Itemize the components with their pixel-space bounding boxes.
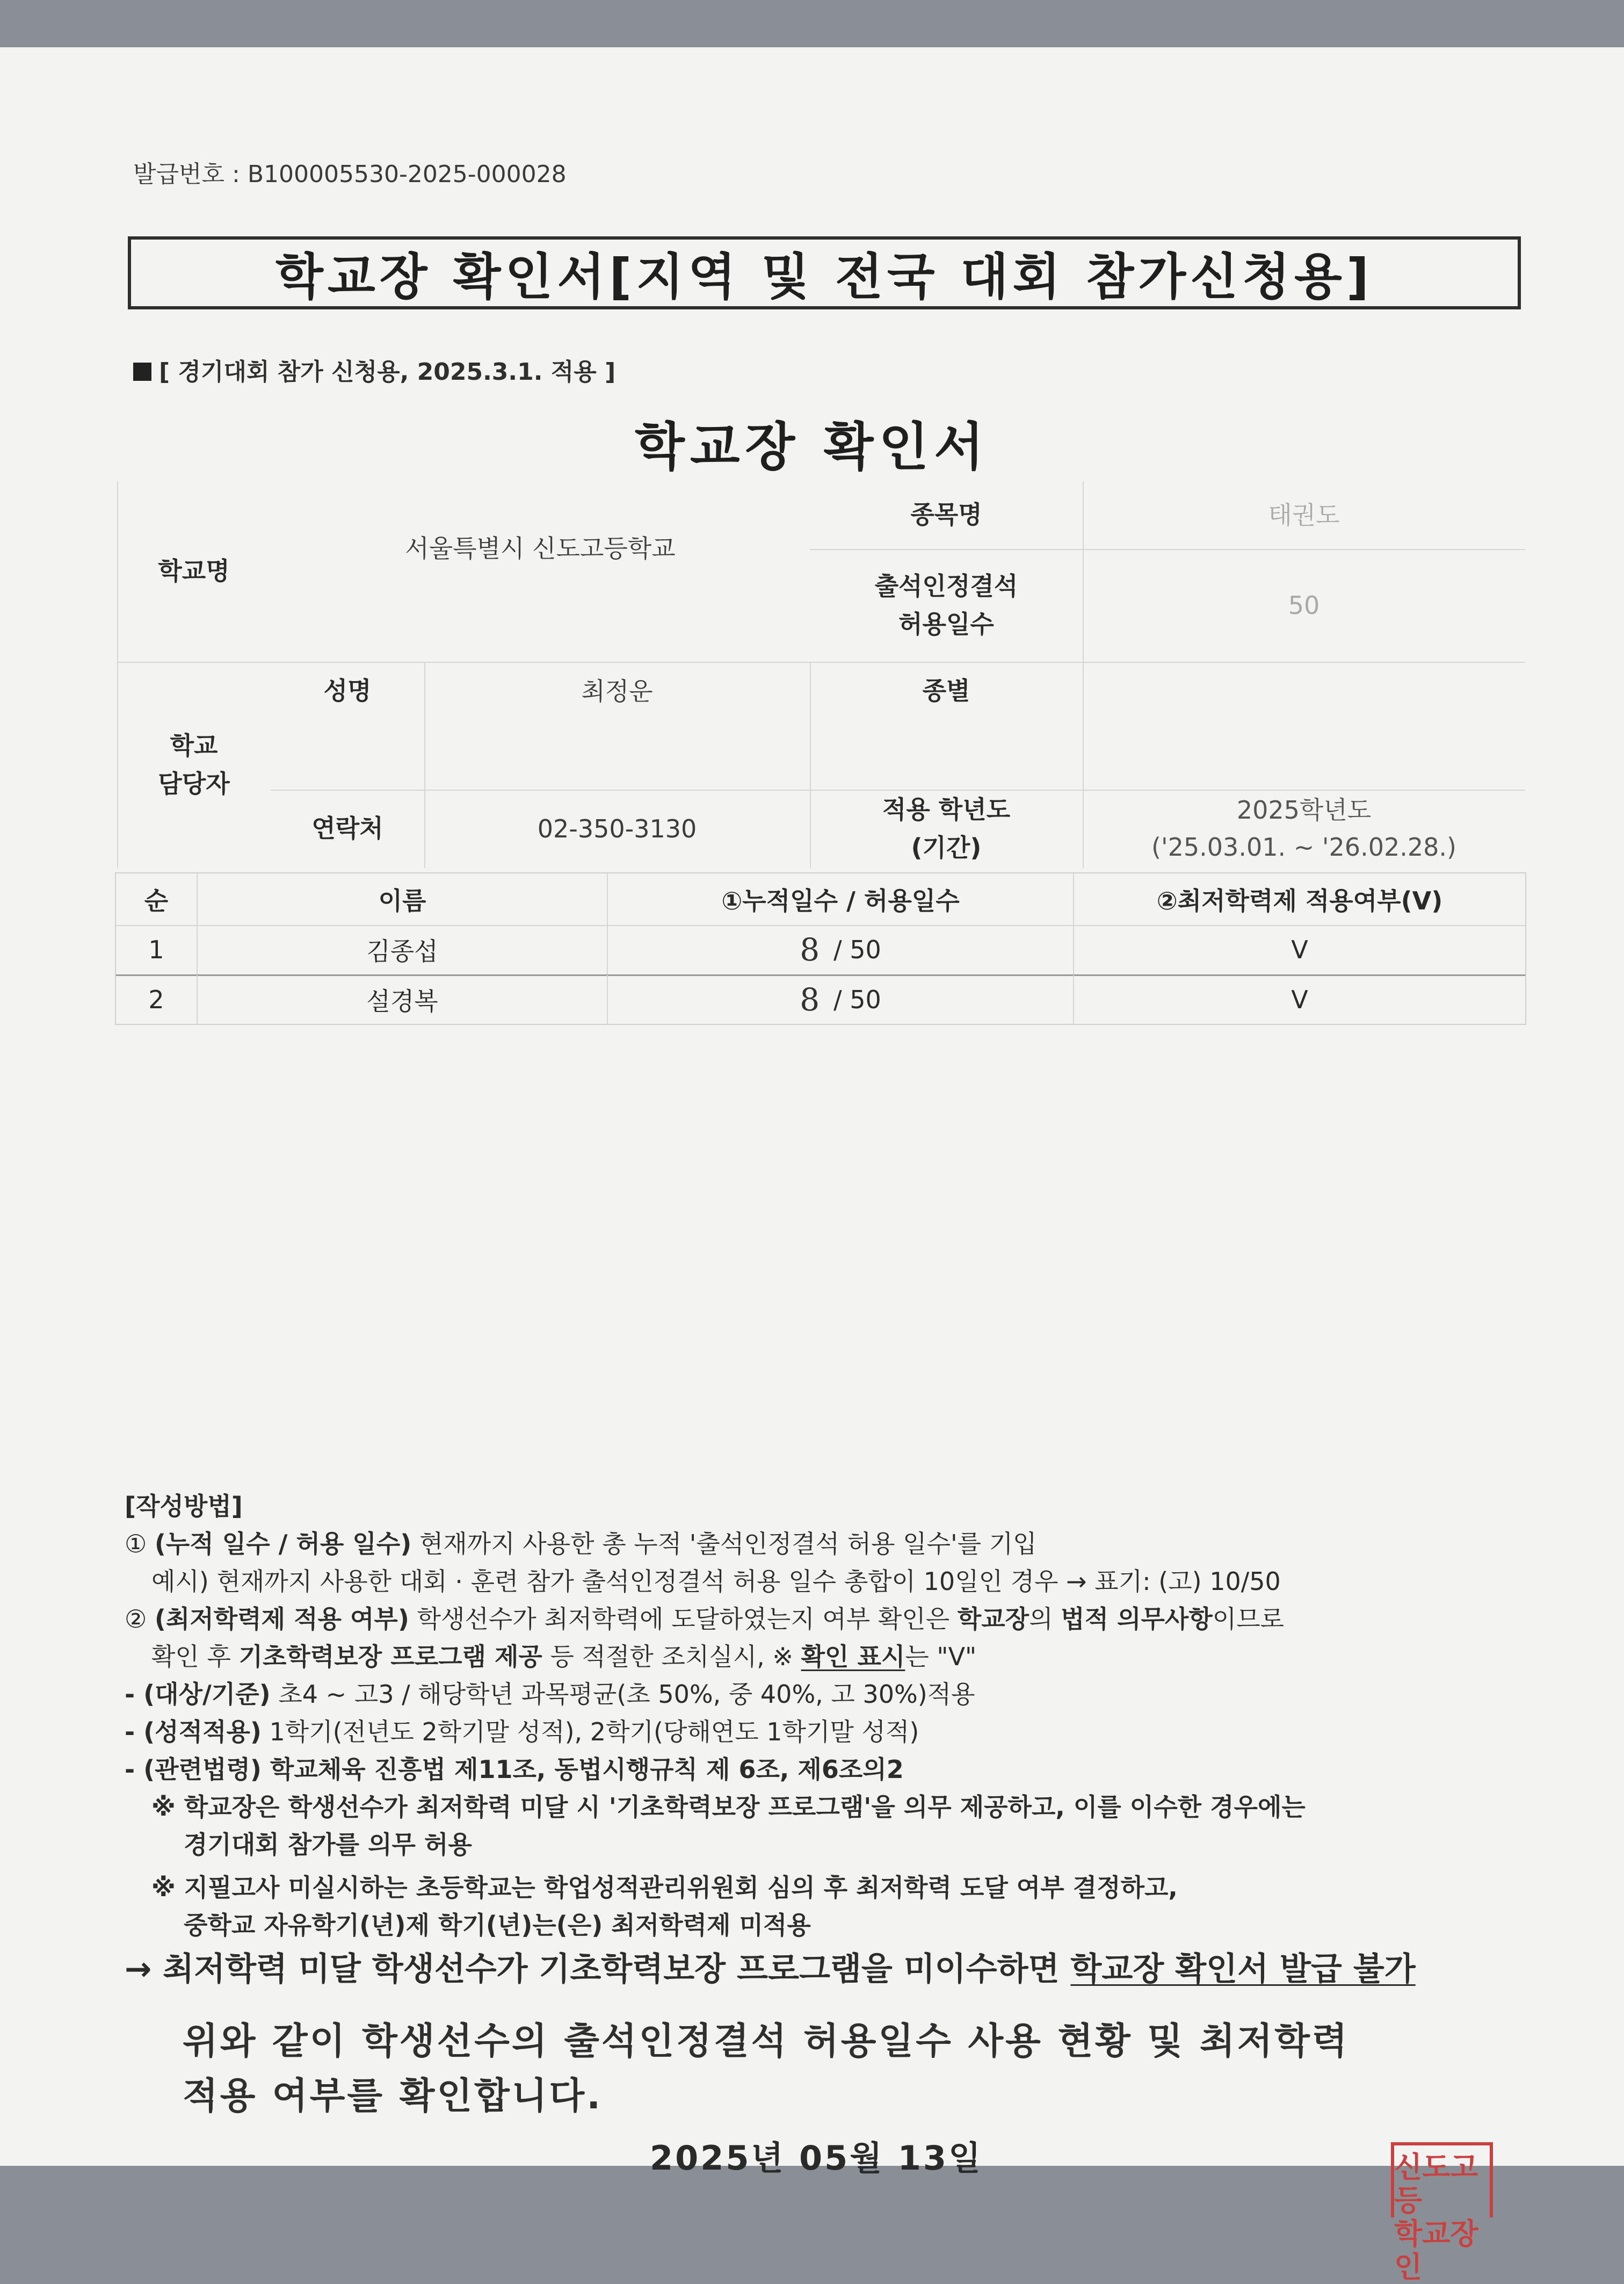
confirmation-line1: 위와 같이 학생선수의 출석인정결석 허용일수 사용 현황 및 최저학력 bbox=[183, 2020, 1350, 2063]
instruction-text: 현재까지 사용한 총 누적 '출석인정결석 허용 일수'를 기입 bbox=[411, 1529, 1037, 1558]
year-value bbox=[1083, 790, 1525, 868]
row-name: 설경복 bbox=[198, 975, 608, 1024]
header-min-grade: ②최저학력제 적용여부(V) bbox=[1156, 886, 1443, 915]
seal-line1: 신도고등 bbox=[1394, 2150, 1478, 2218]
sport-label: 종목명 bbox=[910, 500, 982, 530]
instruction-line-9: 경기대회 참가를 의무 허용 bbox=[184, 1830, 472, 1859]
form-note bbox=[133, 352, 615, 387]
instruction-term: 확인 표시 bbox=[801, 1642, 905, 1671]
staff-name: 최정운 bbox=[581, 676, 653, 706]
table-row bbox=[116, 975, 1525, 1024]
instruction-line-4 bbox=[151, 1637, 976, 1673]
instruction-line-6 bbox=[125, 1712, 919, 1748]
document-page bbox=[0, 47, 1624, 2284]
instruction-term: 학교장 확인서 발급 불가 bbox=[1070, 1950, 1416, 1988]
category-value bbox=[1083, 662, 1525, 721]
header-days: ①누적일수 / 허용일수 bbox=[608, 873, 1074, 925]
contact-label: 연락처 bbox=[311, 814, 383, 843]
instruction-term: → 최저학력 미달 학생선수가 기초학력보장 프로그램을 미이수하면 bbox=[125, 1950, 1071, 1988]
instruction-line-1 bbox=[125, 1524, 1037, 1560]
staff-label-line1: 학교 bbox=[170, 731, 218, 760]
student-table bbox=[115, 872, 1526, 1025]
instruction-term: 법적 의무사항 bbox=[1061, 1604, 1213, 1634]
issue-date: 2025년 05월 13일 bbox=[650, 2138, 983, 2178]
row-no: 1 bbox=[116, 925, 198, 974]
year-label bbox=[810, 790, 1083, 868]
form-note-text: [ 경기대회 참가 신청용, 2025.3.1. 적용 ] bbox=[159, 358, 616, 386]
row-allowed-days: / 50 bbox=[833, 985, 881, 1014]
table-row bbox=[116, 925, 1525, 976]
document-title-box bbox=[128, 236, 1521, 309]
circled-two: ② bbox=[125, 1604, 147, 1634]
instruction-line-12 bbox=[125, 1943, 1416, 1990]
instruction-text: 초4 ~ 고3 / 해당학년 과목평균(초 50%, 중 40%, 고 30%)적용 bbox=[270, 1680, 975, 1709]
absence-label-line1: 출석인정결석 bbox=[874, 571, 1018, 601]
instruction-line-11: 중학교 자유학기(년)제 학기(년)는(은) 최저학력제 미적용 bbox=[184, 1911, 811, 1940]
instruction-text: 1학기(전년도 2학기말 성적), 2학기(당해연도 1학기말 성적) bbox=[261, 1717, 919, 1746]
issue-number: 발급번호 : B100005530-2025-000028 bbox=[133, 161, 567, 188]
instruction-line-5 bbox=[125, 1675, 975, 1710]
name-label: 성명 bbox=[323, 676, 372, 706]
main-title: 학교장 확인서 bbox=[635, 417, 989, 477]
instruction-text: 이므로 bbox=[1212, 1604, 1285, 1634]
instruction-text: 확인 후 bbox=[151, 1642, 239, 1671]
header-name: 이름 bbox=[198, 873, 608, 925]
year-line2: ('25.03.01. ~ '26.02.28.) bbox=[1151, 833, 1456, 862]
circled-one: ① bbox=[125, 1529, 147, 1558]
school-seal bbox=[1391, 2142, 1493, 2284]
instruction-term: (누적 일수 / 허용 일수) bbox=[154, 1529, 412, 1558]
absence-label-line2: 허용일수 bbox=[898, 610, 994, 639]
info-table bbox=[117, 481, 1525, 868]
school-name: 서울특별시 신도고등학교 bbox=[405, 533, 676, 563]
instruction-line-7 bbox=[125, 1750, 904, 1786]
absence-days-label bbox=[810, 549, 1083, 662]
absence-days-value: 50 bbox=[1288, 590, 1320, 620]
instruction-text: 등 적절한 조치실시, ※ bbox=[542, 1642, 801, 1671]
row-days bbox=[608, 925, 1074, 974]
instruction-text: 학생선수가 최저학력에 도달하였는지 여부 확인은 bbox=[409, 1604, 958, 1634]
instruction-term: - (대상/기준) bbox=[125, 1680, 271, 1709]
instructions-heading: [작성방법] bbox=[125, 1492, 243, 1521]
row-no: 2 bbox=[116, 975, 198, 1024]
school-name-label: 학교명 bbox=[158, 556, 230, 586]
instruction-term: - (관련법령) bbox=[125, 1755, 262, 1784]
row-check: V bbox=[1291, 935, 1308, 964]
year-label-line2: (기간) bbox=[911, 833, 982, 862]
confirmation-statement bbox=[183, 2014, 1350, 2124]
row-used-days: 8 bbox=[800, 931, 820, 968]
staff-label bbox=[117, 662, 271, 868]
category-label: 종별 bbox=[922, 676, 970, 706]
instruction-term: - (성적적용) bbox=[125, 1717, 262, 1746]
year-label-line1: 적용 학년도 bbox=[882, 794, 1011, 824]
instruction-line-3 bbox=[125, 1600, 1284, 1635]
header-no: 순 bbox=[116, 873, 198, 925]
row-allowed-days: / 50 bbox=[833, 935, 881, 964]
instruction-line-2: 예시) 현재까지 사용한 대회 · 훈련 참가 출석인정결석 허용 일수 총합이 10일인 경우 → 표기: (고) 10/50 bbox=[151, 1567, 1281, 1596]
instruction-text: 학교체육 진흥법 제11조, 동법시행규칙 제 6조, 제6조의2 bbox=[261, 1755, 904, 1784]
row-days bbox=[608, 975, 1074, 1024]
sport-value: 태권도 bbox=[1268, 500, 1340, 530]
seal-line2: 학교장인 bbox=[1394, 2217, 1478, 2284]
instruction-text: 의 bbox=[1029, 1604, 1061, 1634]
student-table-header bbox=[116, 873, 1525, 926]
instruction-term: 기초학력보장 프로그램 제공 bbox=[238, 1642, 542, 1671]
instruction-line-8: ※ 학교장은 학생선수가 최저학력 미달 시 '기초학력보장 프로그램'을 의무 제공하고, 이를 이수한 경우에는 bbox=[151, 1792, 1306, 1822]
document-title: 학교장 확인서[지역 및 전국 대회 참가신청용] bbox=[276, 248, 1373, 306]
square-bullet-icon bbox=[133, 363, 151, 381]
staff-label-line2: 담당자 bbox=[158, 769, 230, 798]
year-line1: 2025학년도 bbox=[1236, 796, 1372, 825]
row-used-days: 8 bbox=[800, 981, 820, 1018]
instruction-text: 는 "V" bbox=[905, 1642, 977, 1671]
instruction-term: 학교장 bbox=[957, 1604, 1030, 1634]
row-check: V bbox=[1291, 985, 1308, 1014]
contact-value: 02-350-3130 bbox=[537, 814, 697, 843]
instruction-term: (최저학력제 적용 여부) bbox=[154, 1604, 409, 1634]
instruction-line-10: ※ 지필고사 미실시하는 초등학교는 학업성적관리위원회 심의 후 최저학력 도달 여부 결정하고, bbox=[151, 1873, 1178, 1902]
row-name: 김종섭 bbox=[198, 925, 608, 974]
confirmation-line2: 적용 여부를 확인합니다. bbox=[183, 2075, 603, 2117]
